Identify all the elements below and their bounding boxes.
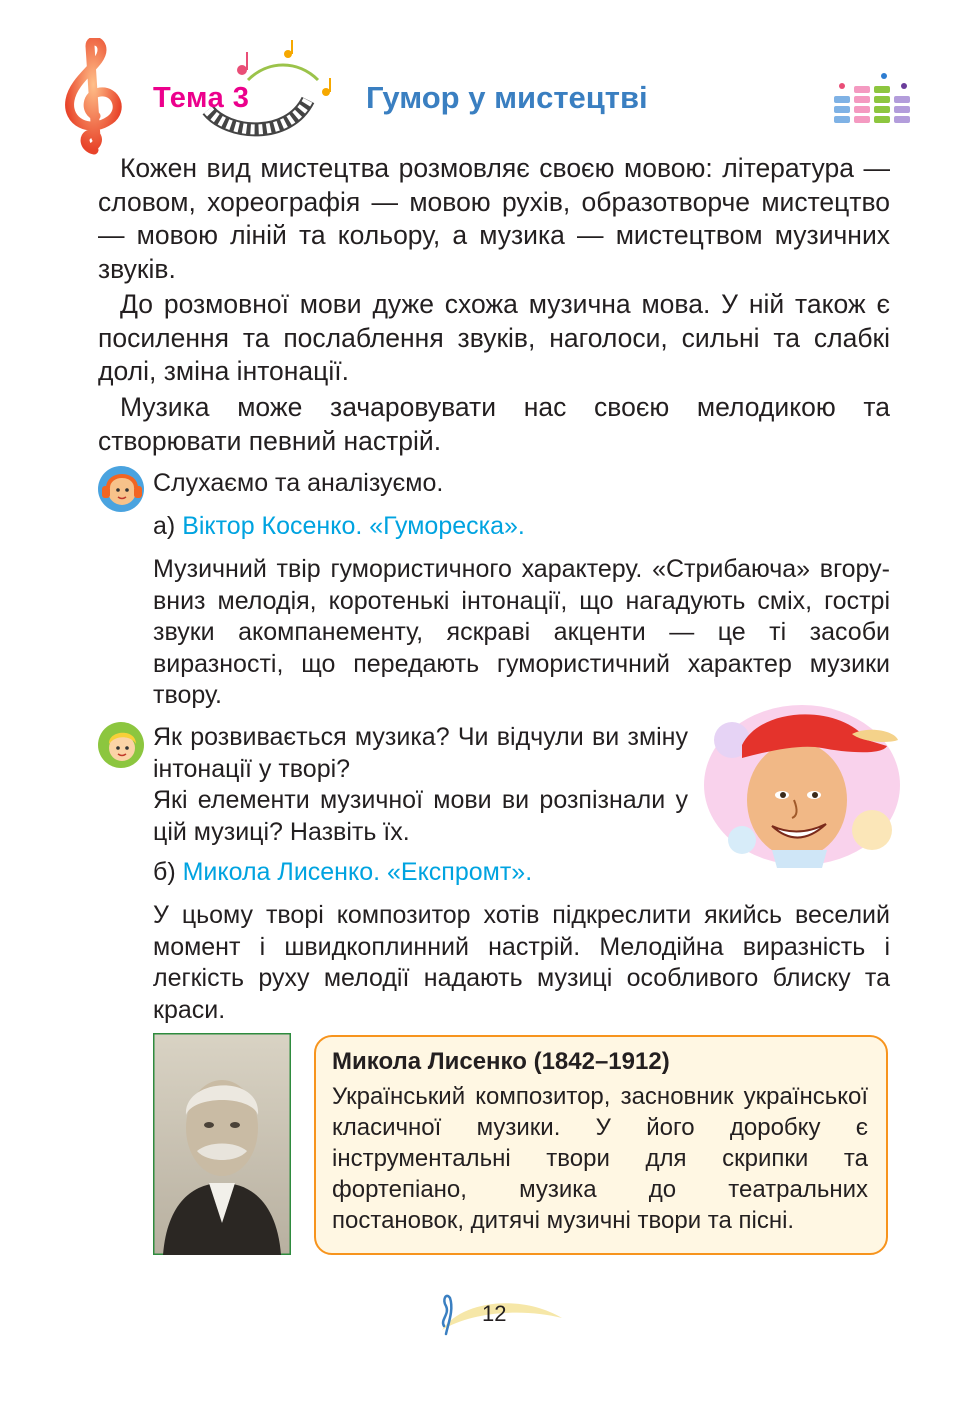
topic-label: Тема 3 [153,82,250,114]
intro-paragraph-2: До розмовної мови дуже схожа музична мова. У ній також є посилення та послаблення звуків, наголоси, сильні та слабкі долі, зміна інтонації. [98,289,890,386]
cartoon-face-illustration [702,700,902,868]
intro-paragraph-1: Кожен вид мистецтва розмовляє своєю мовою: література — словом, хореографія — мовою рухів, образотворче мистецтво — мовою ліній та кольору, а музика — мистецтвом музичних звуків. [98,153,890,284]
question-2: Які елементи музичної мови ви розпізнали у цій музиці? Назвіть їх. [153,786,688,846]
composer-bio-box [314,1035,888,1255]
composer-portrait [153,1033,291,1255]
page-number: 12 [482,1301,507,1326]
treble-clef-icon [60,38,130,156]
question-1: Як розвивається музика? Чи відчули ви зміну інтонації у творі? [153,723,688,783]
piece-a-line [153,510,525,543]
listen-heading: Слухаємо та аналізуємо. [153,469,444,497]
piece-a-title: Віктор Косенко. «Гумореска». [182,512,525,540]
thinking-child-icon [96,720,146,770]
piece-b-line [153,856,532,889]
bio-text: Український композитор, засновник української класичної музики. У його доробку є інструментальні твори для скрипки та фортепіано, музика до театральних постановок, дитячі музичні твори та пісні. [332,1083,868,1234]
piece-b-prefix: б) [153,858,176,886]
piece-a-description: Музичний твір гумористичного характеру. «Стрибаюча» вгору-вниз мелодія, коротенькі інтонації, що нагадують сміх, гострі звуки акомпанементу, яскраві акценти — це ті засоби виразності, що передають гумористичний характер музики твору. [153,555,890,709]
piece-b-title: Микола Лисенко. «Експромт». [182,858,533,886]
intro-paragraph-3: Музика може зачаровувати нас своєю мелодикою та створювати певний настрій. [98,392,890,456]
bio-name: Микола Лисенко (1842–1912) [332,1048,670,1075]
piece-a-prefix: а) [153,512,176,540]
page-title: Гумор у мистецтві [366,80,648,115]
piece-b-description: У цьому творі композитор хотів підкреслити якийсь веселий момент і швидкоплинний настрій. Мелодійна виразність і легкість руху мелодії надають музиці особливого блиску та краси. [153,901,890,1024]
headphones-child-icon [96,464,146,514]
music-bars-icon [832,70,914,128]
